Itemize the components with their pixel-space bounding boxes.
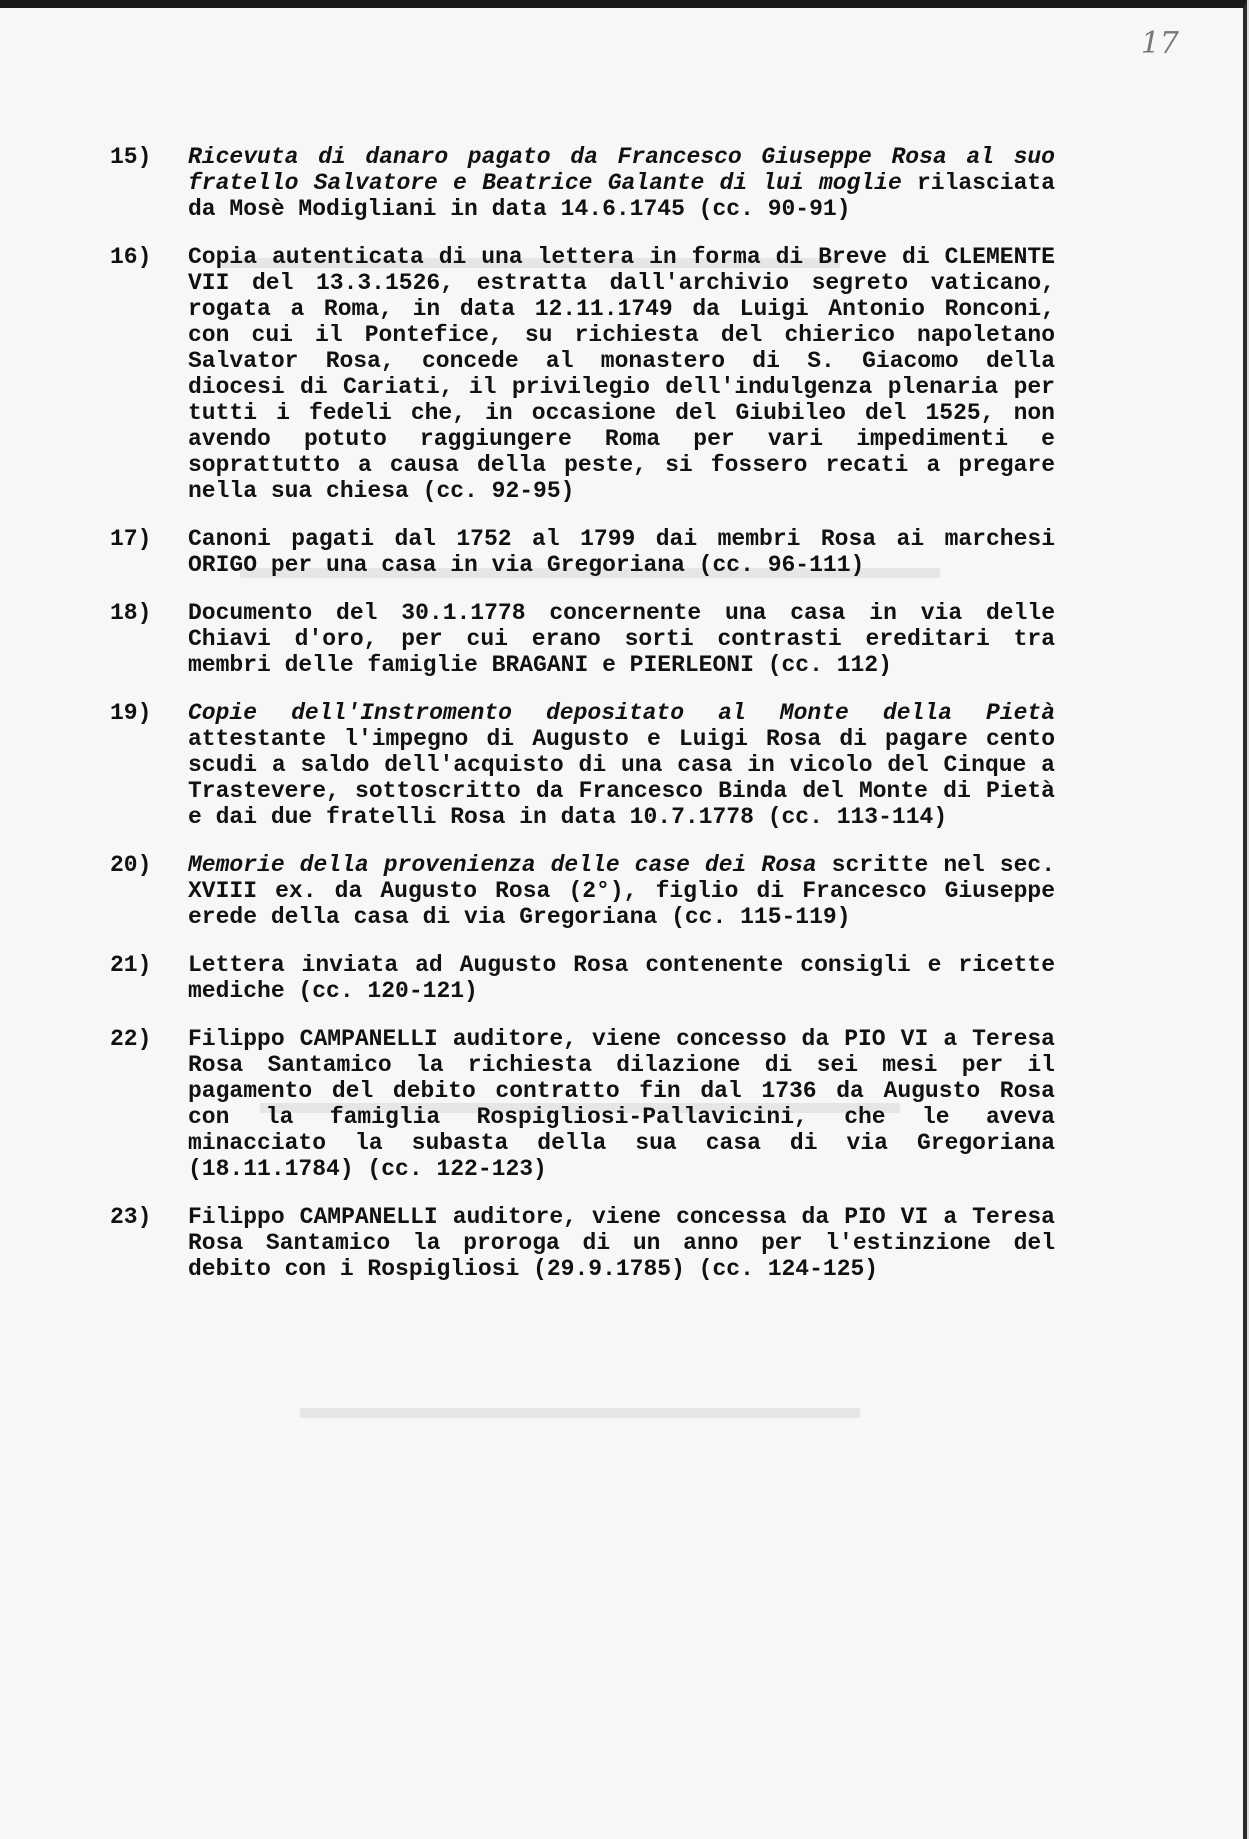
entry-body: Filippo CAMPANELLI auditore, viene concesso da PIO VI a Teresa Rosa Santamico la richiesta dilazione di sei mesi per il pagamento del debito contratto fin dal 1736 da Augusto Rosa con la famiglia Rospigliosi-Pallavicini, che le aveva minacciato la subasta della sua casa di via Gregoriana (18.11.1784) (cc. 122-123) [188,1026,1055,1182]
entry-body: rilasciata da Mosè Modigliani in data 14.6.1745 (cc. 90-91) [188,170,1055,222]
entry-body: attestante l'impegno di Augusto e Luigi Rosa di pagare cento scudi a saldo dell'acquisto di una casa in vicolo del Cinque a Trastevere, sottoscritto da Francesco Binda del Monte di Pietà e dai due fratelli Rosa in data 10.7.1778 (cc. 113-114) [188,726,1055,830]
entry-body: Copia autenticata di una lettera in forma di Breve di CLEMENTE VII del 13.3.1526, estratta dall'archivio segreto vaticano, rogata a Roma, in data 12.11.1749 da Luigi Antonio Ronconi, con cui il Pontefice, su richiesta del chierico napoletano Salvator Rosa, concede al monastero di S. Giacomo della diocesi di Cariati, il privilegio dell'indulgenza plenaria per tutti i fedeli che, in occasione del Giubileo del 1525, non avendo potuto raggiungere Roma per vari impedimenti e soprattutto a causa della peste, si fossero recati a pregare nella sua chiesa (cc. 92-95) [188,244,1055,504]
inventory-entry [110,700,1055,830]
entry-text [188,1026,1055,1182]
entry-text [188,244,1055,504]
inventory-entry [110,526,1055,578]
entry-number: 18) [110,600,152,626]
inventory-entry [110,1204,1055,1282]
entry-number: 20) [110,852,152,878]
inventory-entry [110,144,1055,222]
inventory-entry [110,952,1055,1004]
entry-text [188,700,1055,830]
entry-body: Documento del 30.1.1778 concernente una casa in via delle Chiavi d'oro, per cui erano sorti contrasti ereditari tra membri delle famiglie BRAGANI e PIERLEONI (cc. 112) [188,600,1055,678]
entry-body: scritte nel sec. XVIII ex. da Augusto Rosa (2°), figlio di Francesco Giuseppe erede della casa di via Gregoriana (cc. 115-119) [188,852,1055,930]
entry-body: Canoni pagati dal 1752 al 1799 dai membri Rosa ai marchesi ORIGO per una casa in via Gregoriana (cc. 96-111) [188,526,1055,578]
inventory-entry [110,244,1055,504]
inventory-entry [110,1026,1055,1182]
entry-title: Ricevuta di danaro pagato da Francesco Giuseppe Rosa al suo fratello Salvatore e Beatrice Galante di lui moglie [188,144,1055,196]
entry-text [188,852,1055,930]
inventory-entry [110,852,1055,930]
entry-title: Memorie della provenienza delle case dei Rosa [188,852,817,878]
entry-number: 15) [110,144,152,170]
entry-number: 16) [110,244,152,270]
inventory-entry [110,600,1055,678]
entry-number: 23) [110,1204,152,1230]
entry-text [188,952,1055,1004]
bleed-through-mark [300,1408,860,1418]
entry-number: 19) [110,700,152,726]
page-number: 17 [1140,26,1179,61]
inventory-list [110,144,1055,1304]
entry-body: Filippo CAMPANELLI auditore, viene concessa da PIO VI a Teresa Rosa Santamico la proroga di un anno per l'estinzione del debito con i Rospigliosi (29.9.1785) (cc. 124-125) [188,1204,1055,1282]
entry-title: Copie dell'Instromento depositato al Monte della Pietà [188,700,1055,726]
entry-text [188,144,1055,222]
entry-text [188,1204,1055,1282]
entry-number: 17) [110,526,152,552]
entry-number: 21) [110,952,152,978]
entry-number: 22) [110,1026,152,1052]
entry-text [188,600,1055,678]
entry-text [188,526,1055,578]
entry-body: Lettera inviata ad Augusto Rosa contenente consigli e ricette mediche (cc. 120-121) [188,952,1055,1004]
